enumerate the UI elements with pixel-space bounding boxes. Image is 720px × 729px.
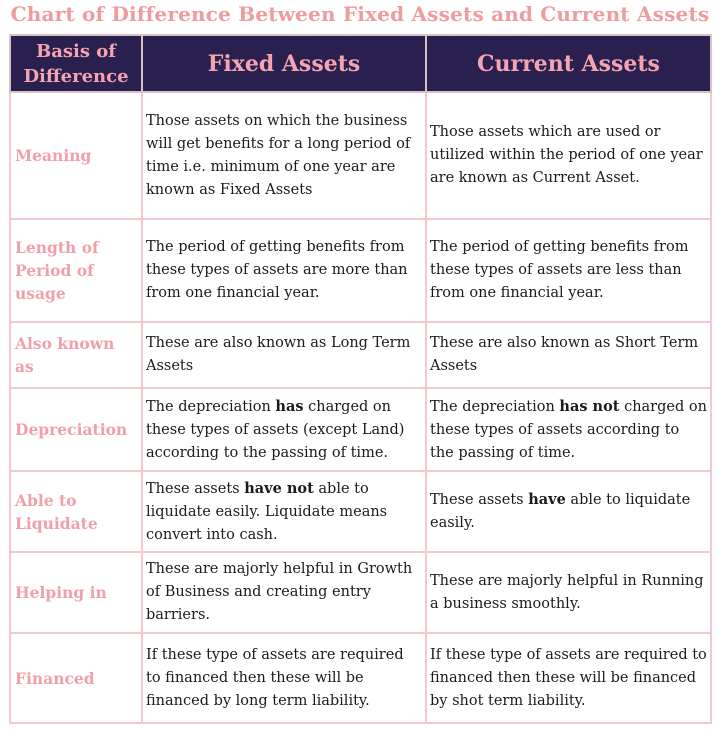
text-current-depreciation-bold: has not xyxy=(559,397,620,415)
cell-current-helping: These are majorly helpful in Running a business smoothly. xyxy=(426,552,711,633)
cell-fixed-financed: If these type of assets are required to financed then these will be financed by long term liability. xyxy=(142,633,426,723)
text-fixed-depreciation-bold: has xyxy=(275,397,304,415)
cell-current-also-known: These are also known as Short Term Assets xyxy=(426,322,711,388)
text-current-liquidate-pre: These assets xyxy=(430,492,529,508)
header-row xyxy=(10,35,711,92)
row-label-depreciation: Depreciation xyxy=(10,388,142,471)
cell-fixed-meaning: Those assets on which the business will get benefits for a long period of time i.e. minimum of one year are known as Fixed Assets xyxy=(142,92,426,219)
cell-fixed-helping: These are majorly helpful in Growth of Business and creating entry barriers. xyxy=(142,552,426,633)
text-current-liquidate-bold: have xyxy=(528,491,566,508)
cell-current-depreciation xyxy=(426,388,711,471)
text-fixed-liquidate-pre: These assets xyxy=(146,480,245,497)
cell-current-meaning: Those assets which are used or utilized within the period of one year are known as Current Asset. xyxy=(426,92,711,219)
table-row xyxy=(10,219,711,322)
header-basis-line1: Basis of xyxy=(36,40,116,62)
row-label-financed: Financed xyxy=(10,633,142,723)
text-fixed-depreciation-post: charged on these types of assets (except Land) according to the passing of time. xyxy=(146,398,405,461)
row-label-helping-in: Helping in xyxy=(10,552,142,633)
row-label-able-to-liquidate: Able to Liquidate xyxy=(10,471,142,552)
cell-current-financed: If these type of assets are required to financed then these will be financed by shot term liability. xyxy=(426,633,711,723)
cell-fixed-also-known: These are also known as Long Term Assets xyxy=(142,322,426,388)
row-label-length-of-period: Length of Period of usage xyxy=(10,219,142,322)
row-label-meaning: Meaning xyxy=(10,92,142,219)
header-basis xyxy=(10,35,142,92)
header-fixed-assets: Fixed Assets xyxy=(142,35,426,92)
cell-current-length: The period of getting benefits from these types of assets are less than from one financial year. xyxy=(426,219,711,322)
table-row xyxy=(10,322,711,388)
chart-title: Chart of Difference Between Fixed Assets and Current Assets xyxy=(10,2,710,26)
cell-fixed-depreciation xyxy=(142,388,426,471)
text-fixed-liquidate-post: able to liquidate easily. Liquidate means convert into cash. xyxy=(146,480,388,543)
cell-current-liquidate xyxy=(426,471,711,552)
table-row xyxy=(10,471,711,552)
text-current-depreciation-post: charged on these types of assets according to the passing of time. xyxy=(430,398,707,461)
cell-fixed-liquidate xyxy=(142,471,426,552)
text-current-liquidate-post: able to liquidate easily. xyxy=(430,492,691,531)
table-row xyxy=(10,92,711,219)
comparison-table xyxy=(9,34,712,724)
text-current-depreciation-pre: The depreciation xyxy=(430,398,560,415)
header-basis-line2: Difference xyxy=(23,65,129,87)
cell-fixed-length: The period of getting benefits from these types of assets are more than from one financial year. xyxy=(142,219,426,322)
header-current-assets: Current Assets xyxy=(426,35,711,92)
table-row xyxy=(10,552,711,633)
table-row xyxy=(10,633,711,723)
text-fixed-liquidate-bold: have not xyxy=(244,479,314,497)
row-label-also-known-as: Also known as xyxy=(10,322,142,388)
table-row xyxy=(10,388,711,471)
text-fixed-depreciation-pre: The depreciation xyxy=(146,398,276,415)
